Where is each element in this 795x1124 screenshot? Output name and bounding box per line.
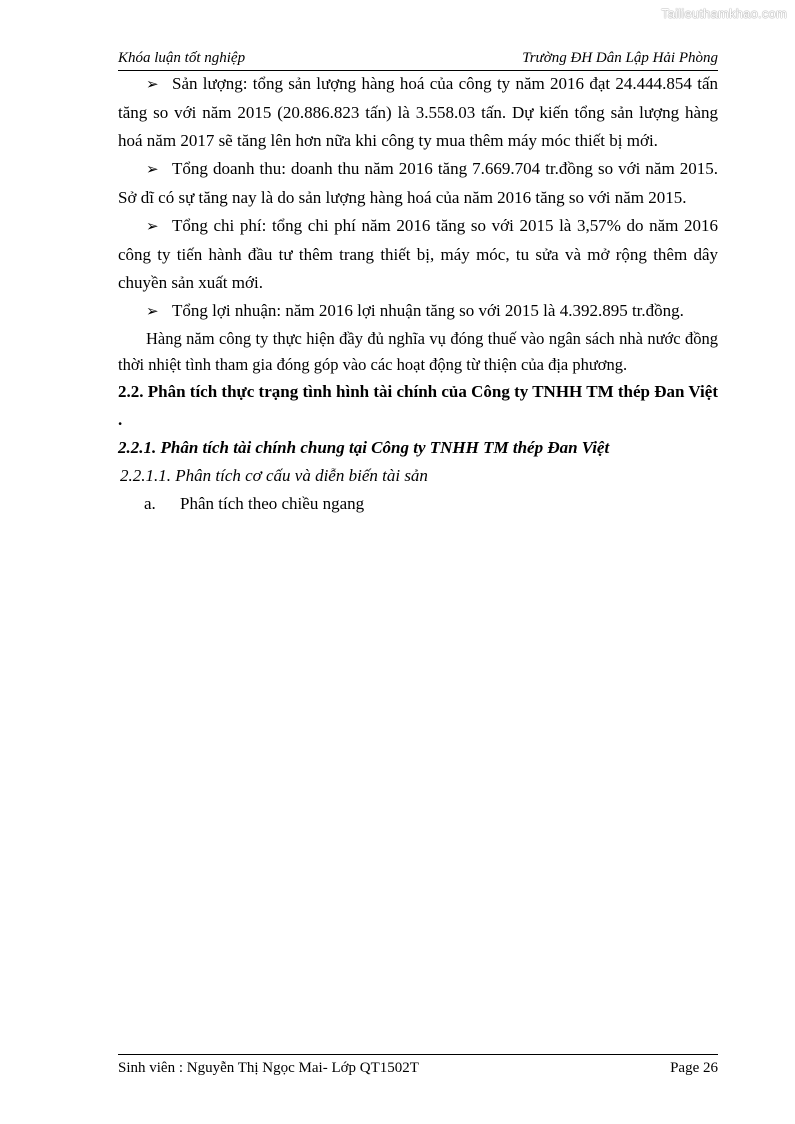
watermark-text: Tailieuthamkhao.com <box>661 6 787 21</box>
bullet-item <box>118 212 718 297</box>
arrow-bullet-icon: ➢ <box>146 219 159 235</box>
footer-page-number: Page 26 <box>670 1060 718 1076</box>
arrow-bullet-icon: ➢ <box>146 77 159 93</box>
bullet-item <box>118 297 718 326</box>
bullet-text: Tổng lợi nhuận: năm 2016 lợi nhuận tăng so với 2015 là 4.392.895 tr.đồng. <box>172 301 684 320</box>
header-left: Khóa luận tốt nghiệp <box>118 50 246 66</box>
bullet-text: Tổng doanh thu: doanh thu năm 2016 tăng 7.669.704 tr.đồng so với năm 2015. Sở dĩ có sự tăng nay là do sản lượng hàng hoá của năm 2016 tăng so với năm 2015. <box>118 159 718 207</box>
footer-student: Sinh viên : Nguyễn Thị Ngọc Mai- Lớp QT1502T <box>118 1060 419 1076</box>
sub-item-a <box>118 490 718 518</box>
bullet-item <box>118 155 718 212</box>
page-body <box>118 70 718 518</box>
arrow-bullet-icon: ➢ <box>146 304 159 320</box>
page-header <box>118 50 718 71</box>
section-heading-2-2-1-1: 2.2.1.1. Phân tích cơ cấu và diễn biến tài sản <box>120 466 428 485</box>
header-right: Trường ĐH Dân Lập Hải Phòng <box>522 50 718 66</box>
sub-item-text: Phân tích theo chiều ngang <box>180 494 365 513</box>
page-footer <box>118 1054 718 1081</box>
bullet-text: Sản lượng: tổng sản lượng hàng hoá của công ty năm 2016 đạt 24.444.854 tấn tăng so với năm 2015 (20.886.823 tấn) là 3.558.03 tấn. Dự kiến tổng sản lượng hàng hoá năm 2017 sẽ tăng lên hơn nữa khi công ty mua thêm máy móc thiết bị mới. <box>118 74 718 150</box>
body-paragraph: Hàng năm công ty thực hiện đầy đủ nghĩa vụ đóng thuế vào ngân sách nhà nước đồng thời nhiệt tình tham gia đóng góp vào các hoạt động từ thiện của địa phương. <box>118 329 718 374</box>
arrow-bullet-icon: ➢ <box>146 162 159 178</box>
section-heading-2-2: 2.2. Phân tích thực trạng tình hình tài chính của Công ty TNHH TM thép Đan Việt . <box>118 382 718 429</box>
section-heading-2-2-1: 2.2.1. Phân tích tài chính chung tại Công ty TNHH TM thép Đan Việt <box>118 438 610 457</box>
bullet-text: Tổng chi phí: tổng chi phí năm 2016 tăng so với 2015 là 3,57% do năm 2016 công ty tiến hành đầu tư thêm trang thiết bị, máy móc, tu sửa và mở rộng thêm dây chuyền sản xuất mới. <box>118 216 718 292</box>
sub-item-marker: a. <box>144 494 156 513</box>
bullet-item <box>118 70 718 155</box>
